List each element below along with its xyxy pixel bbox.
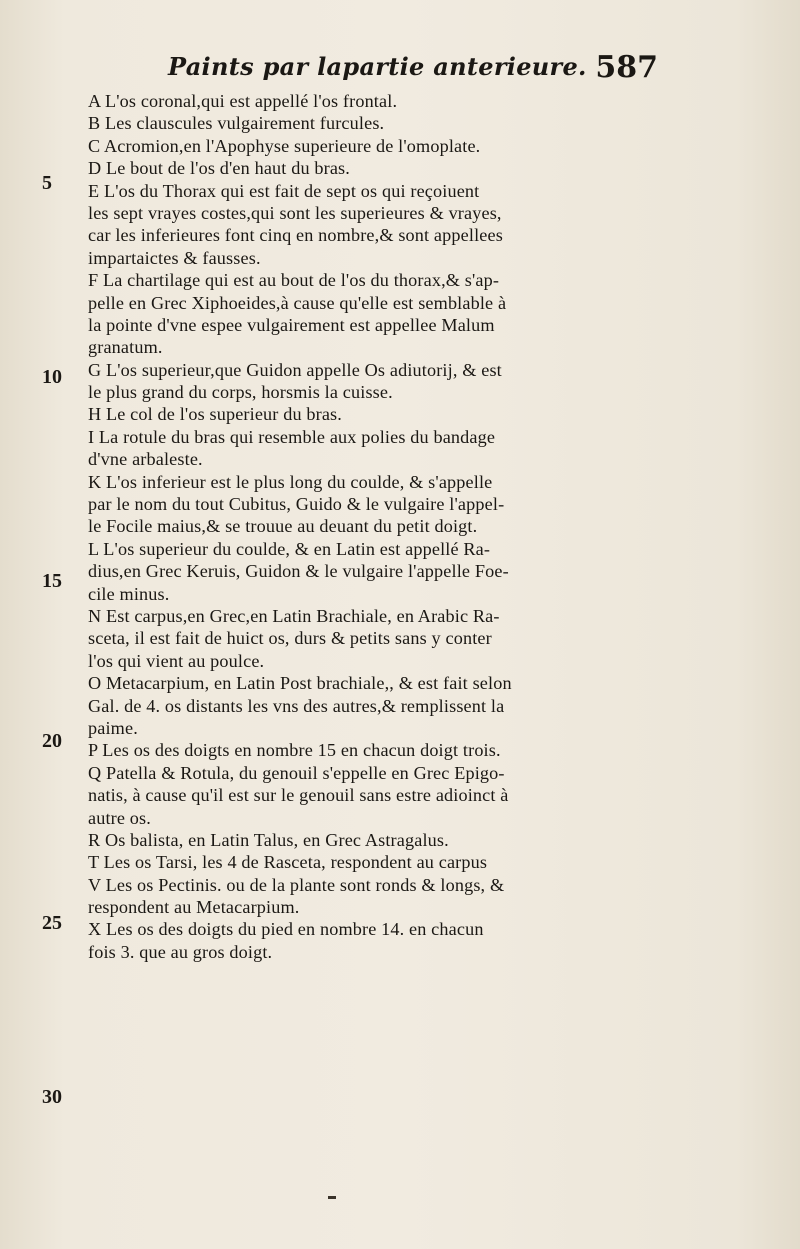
text-line: autre os. <box>88 807 151 828</box>
text-line: Q Patella & Rotula, du genouil s'eppelle en Grec Epigo- <box>88 762 505 783</box>
text-line: sceta, il est fait de huict os, durs & petits sans y conter <box>88 628 492 649</box>
main-text-column <box>88 90 668 963</box>
text-line: la pointe d'vne espee vulgairement est appellee Malum <box>88 314 495 335</box>
text-line: R Os balista, en Latin Talus, en Grec Astragalus. <box>88 829 449 850</box>
text-line: le Focile maius,& se trouue au deuant du petit doigt. <box>88 516 478 537</box>
text-line: I La rotule du bras qui resemble aux polies du bandage <box>88 426 496 447</box>
text-line: T Les os Tarsi, les 4 de Rasceta, respondent au carpus <box>88 852 488 873</box>
text-line: le plus grand du corps, horsmis la cuisse. <box>88 382 393 403</box>
text-line: dius,en Grec Keruis, Guidon & le vulgaire l'appelle Foe- <box>88 561 509 582</box>
text-line: par le nom du tout Cubitus, Guido & le vulgaire l'appel- <box>88 494 505 515</box>
text-line: natis, à cause qu'il est sur le genouil sans estre adioinct à <box>88 785 509 806</box>
line-number-15: 15 <box>42 570 62 592</box>
text-line: d'vne arbaleste. <box>88 449 203 470</box>
line-number-10: 10 <box>42 366 62 388</box>
text-line: P Les os des doigts en nombre 15 en chacun doigt trois. <box>88 740 501 761</box>
ink-mark <box>328 1196 336 1199</box>
text-line: l'os qui vient au poulce. <box>88 650 265 671</box>
text-line: L L'os superieur du coulde, & en Latin est appellé Ra- <box>88 538 491 559</box>
text-line: respondent au Metacarpium. <box>88 897 300 918</box>
line-number-25: 25 <box>42 912 62 934</box>
text-line: K L'os inferieur est le plus long du coulde, & s'appelle <box>88 471 493 492</box>
text-line: X Les os des doigts du pied en nombre 14. en chacun <box>88 919 484 940</box>
running-title: Paints par lapartie anterieure. <box>168 52 587 81</box>
text-line: A L'os coronal,qui est appellé l'os frontal. <box>88 91 398 111</box>
page-header <box>168 52 668 92</box>
text-line: C Acromion,en l'Apophyse superieure de l'omoplate. <box>88 135 481 156</box>
text-line: granatum. <box>88 337 163 358</box>
text-line: paime. <box>88 717 138 738</box>
text-line: N Est carpus,en Grec,en Latin Brachiale, en Arabic Ra- <box>88 605 500 626</box>
text-line: impartaictes & fausses. <box>88 247 261 268</box>
text-line: fois 3. que au gros doigt. <box>88 941 273 962</box>
text-line: Gal. de 4. os distants les vns des autres,& remplissent la <box>88 695 505 716</box>
line-number-20: 20 <box>42 730 62 752</box>
text-line: O Metacarpium, en Latin Post brachiale,, & est fait selon <box>88 673 512 694</box>
line-number-30: 30 <box>42 1086 62 1108</box>
text-line: E L'os du Thorax qui est fait de sept os qui reçoiuent <box>88 180 480 201</box>
text-line: G L'os superieur,que Guidon appelle Os adiutorij, & est <box>88 359 502 380</box>
text-line: les sept vrayes costes,qui sont les superieures & vrayes, <box>88 202 502 223</box>
text-line: pelle en Grec Xiphoeides,à cause qu'elle est semblable à <box>88 292 507 313</box>
text-line: V Les os Pectinis. ou de la plante sont ronds & longs, & <box>88 874 505 895</box>
text-line: B Les clauscules vulgairement furcules. <box>88 113 385 134</box>
text-line: H Le col de l'os superieur du bras. <box>88 404 342 425</box>
page-number: 587 <box>595 50 658 85</box>
text-line: D Le bout de l'os d'en haut du bras. <box>88 158 350 179</box>
text-line: F La chartilage qui est au bout de l'os du thorax,& s'ap- <box>88 270 500 291</box>
line-number-5: 5 <box>42 172 52 194</box>
text-line: cile minus. <box>88 583 170 604</box>
text-line: car les inferieures font cinq en nombre,& sont appellees <box>88 225 503 246</box>
